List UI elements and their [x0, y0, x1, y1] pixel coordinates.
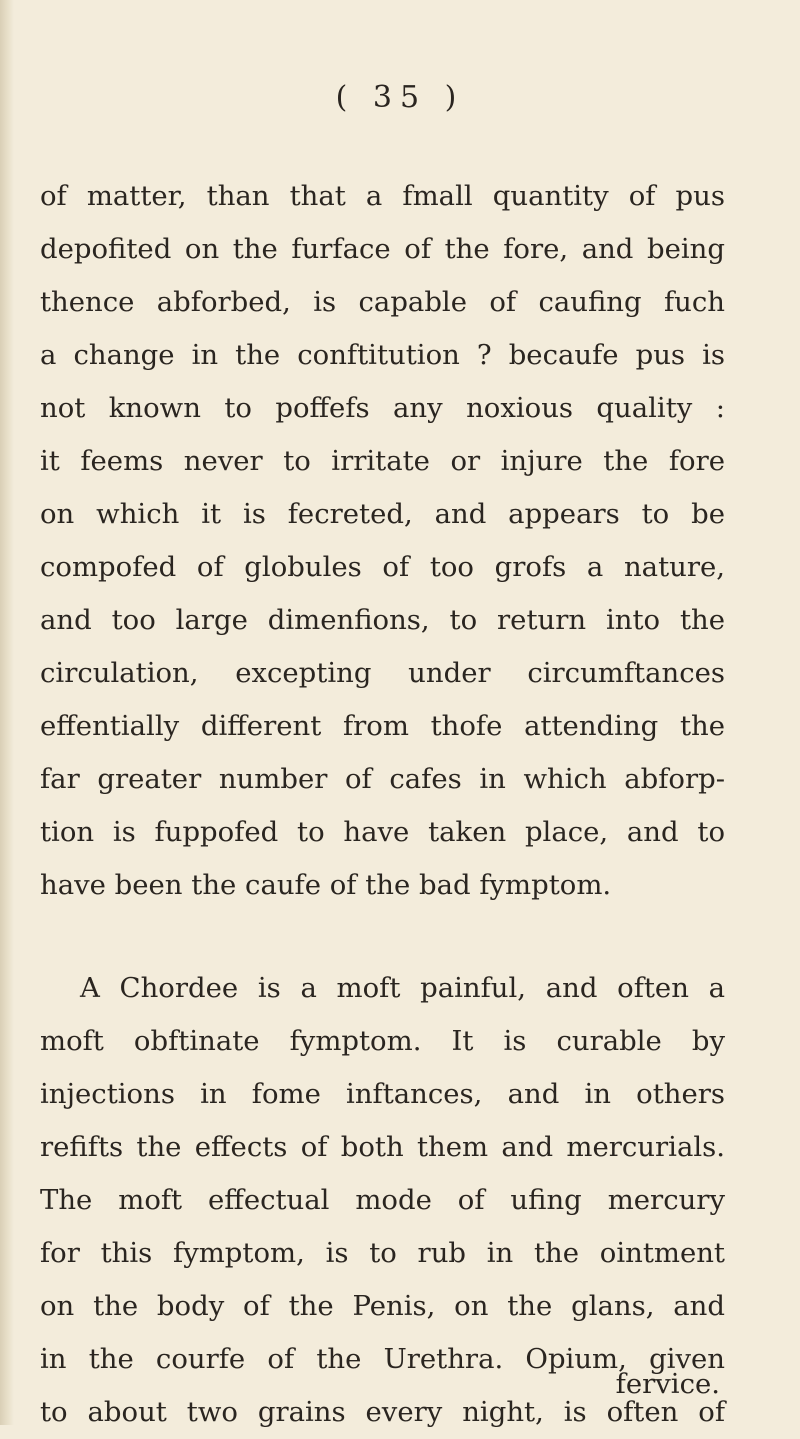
text-line: far greater number of cafes in which abforp- — [40, 763, 725, 795]
text-line: for this fymptom, is to rub in the ointment — [40, 1237, 725, 1269]
text-line: moft obftinate fymptom. It is curable by — [40, 1025, 725, 1057]
text-line: have been the caufe of the bad fymptom. — [40, 869, 612, 901]
text-line: The moft effectual mode of ufing mercury — [40, 1184, 725, 1216]
text-line: on the body of the Penis, on the glans, and — [40, 1290, 725, 1322]
text-line: it feems never to irritate or injure the fore — [40, 445, 725, 477]
paragraph-1 — [40, 170, 725, 912]
text-line: depofited on the furface of the fore, and being — [40, 233, 725, 265]
text-line: to about two grains every night, is often of — [40, 1396, 725, 1428]
page-edge — [0, 0, 14, 1425]
paragraph-gap — [40, 912, 725, 962]
page-number: ( 35 ) — [335, 80, 465, 115]
text-line: and too large dimenfions, to return into the — [40, 604, 725, 636]
text-line: thence abforbed, is capable of caufing fuch — [40, 286, 725, 318]
text-line: A Chordee is a moft painful, and often a — [80, 972, 725, 1004]
text-line: injections in fome inftances, and in others — [40, 1078, 725, 1110]
text-line: not known to poffefs any noxious quality : — [40, 392, 725, 424]
page-body — [40, 170, 725, 1439]
text-line: of matter, than that a fmall quantity of pus — [40, 180, 725, 212]
text-line: effentially different from thofe attending the — [40, 710, 725, 742]
text-line: in the courfe of the Urethra. Opium, given — [40, 1343, 725, 1375]
catchword: fervice. — [615, 1368, 720, 1400]
text-line: tion is fuppofed to have taken place, and to — [40, 816, 725, 848]
text-line: a change in the conftitution ? becaufe pus is — [40, 339, 725, 371]
text-line: circulation, excepting under circumftances — [40, 657, 725, 689]
text-line: refifts the effects of both them and mercurials. — [40, 1131, 725, 1163]
text-line: compofed of globules of too grofs a nature, — [40, 551, 725, 583]
text-line: on which it is fecreted, and appears to be — [40, 498, 725, 530]
